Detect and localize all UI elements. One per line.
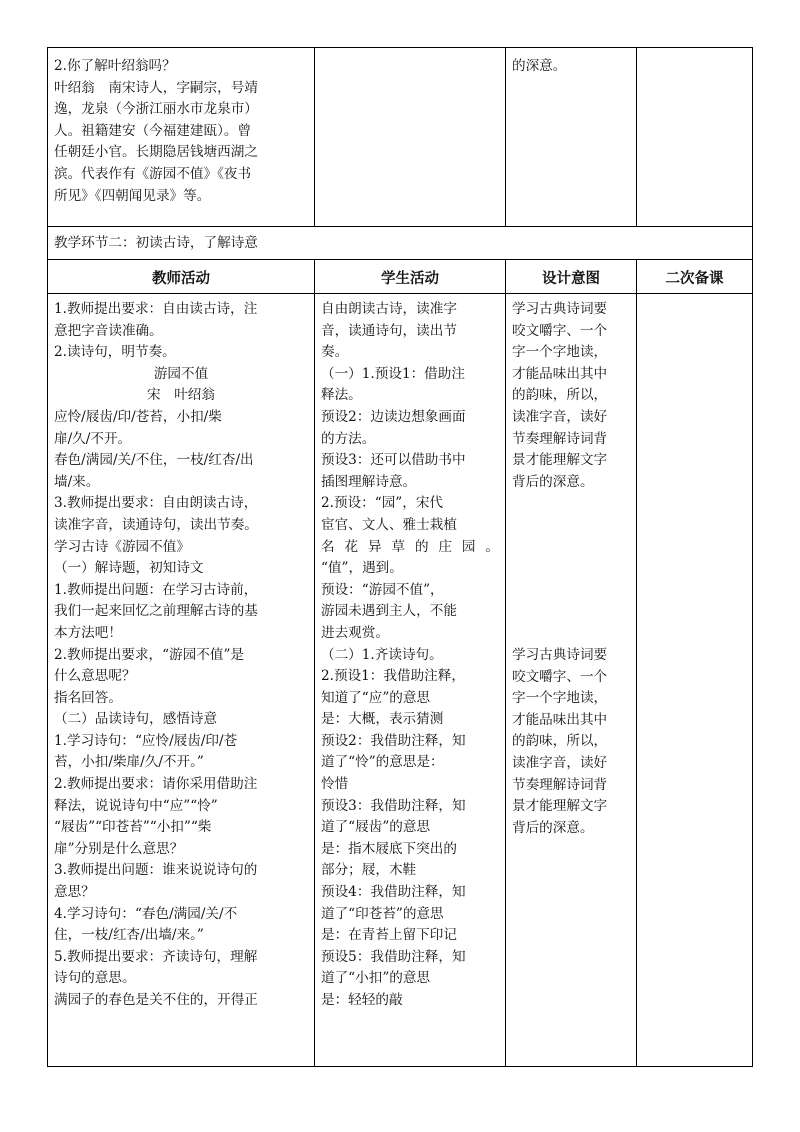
text-line: 学习古典诗词要 bbox=[512, 301, 608, 317]
text-line: 人。祖籍建安（今福建建瓯）。曾 bbox=[54, 122, 252, 139]
text-line: 节奏理解诗词背 bbox=[512, 776, 608, 793]
text-line: 预设：“游园不值”， bbox=[321, 581, 444, 598]
text-line: 是：在青苔上留下印记 bbox=[321, 927, 457, 944]
text-line: 我们一起来回忆之前理解古诗的基 bbox=[54, 603, 258, 620]
text-line: 意把字音读准确。 bbox=[54, 322, 163, 339]
text-line: 预设4：我借助注释，知 bbox=[321, 884, 466, 901]
text-line: 叶绍翁 南宋诗人，字嗣宗，号靖 bbox=[54, 79, 258, 96]
text-line: 春色/满园/关/不住，一枝/红杏/出 bbox=[54, 452, 254, 469]
text-line: 释法，说说诗句中“应”“怜” bbox=[54, 797, 218, 814]
text-line: 逸，龙泉（今浙江丽水市龙泉市） bbox=[54, 101, 258, 118]
text-line: 预设2：边读边想象画面 bbox=[321, 408, 466, 425]
text-line: 读准字音，读好 bbox=[512, 408, 608, 425]
text-line: 的韵味，所以， bbox=[512, 387, 608, 404]
text-line: 2.读诗句，明节奏。 bbox=[54, 344, 176, 361]
design-intent-block-1 bbox=[506, 299, 636, 493]
header-design-intent: 设计意图 bbox=[542, 271, 600, 287]
text-line: 背后的深意。 bbox=[512, 819, 594, 836]
text-line: （一）1.预设1：借助注 bbox=[321, 365, 465, 382]
text-line: 节奏理解诗词背 bbox=[512, 430, 608, 447]
header-divider-bottom bbox=[47, 293, 753, 294]
text-line: 知道了“应”的意思 bbox=[321, 689, 431, 706]
text-line: 字一个字地读， bbox=[512, 344, 608, 361]
top-intent-cell bbox=[506, 56, 636, 78]
text-line: 5.教师提出要求：齐读诗句，理解 bbox=[54, 948, 258, 965]
col-divider-1-top bbox=[314, 47, 315, 227]
teacher-activity-cell bbox=[48, 299, 314, 1012]
text-line: 应怜/屐齿/印/苍苔，小扣/柴 bbox=[54, 408, 222, 425]
text-line: 4.学习诗句：“春色/满园/关/不 bbox=[54, 905, 238, 922]
text-line: 音，读通诗句，读出节 bbox=[321, 322, 457, 339]
text-line: 满园子的春色是关不住的，开得正 bbox=[54, 992, 258, 1008]
header-second-prep: 二次备课 bbox=[665, 271, 724, 287]
text-line: 释法。 bbox=[321, 387, 362, 404]
text-line: 怜惜 bbox=[321, 776, 349, 793]
text-line: 苔，小扣/柴扉/久/不开。” bbox=[54, 754, 204, 771]
text-line: “值”，遇到。 bbox=[321, 560, 403, 577]
text-line: 3.教师提出要求：自由朗读古诗， bbox=[54, 495, 258, 512]
text-line: 住，一枝/红杏/出墙/来。” bbox=[54, 927, 204, 944]
text-line: 2.教师提出要求：请你采用借助注 bbox=[54, 776, 258, 793]
text-line: 指名回答。 bbox=[54, 689, 122, 706]
text-line: 的深意。 bbox=[512, 58, 567, 74]
col-divider-3 bbox=[636, 259, 637, 1067]
text-line: 是：轻轻的敲 bbox=[321, 992, 403, 1008]
section-divider-top bbox=[47, 226, 753, 227]
text-line: 奏。 bbox=[321, 344, 349, 361]
text-line: 2.教师提出要求，“游园不值”是 bbox=[54, 646, 244, 663]
text-line: 是：大概，表示猜测 bbox=[321, 711, 444, 728]
text-line: 预设3：还可以借助书中 bbox=[321, 452, 466, 469]
top-teacher-cell bbox=[48, 56, 314, 207]
table-bottom-border bbox=[47, 1066, 753, 1067]
text-line: 预设3：我借助注释，知 bbox=[321, 797, 466, 814]
text-line: 2.预设1：我借助注释， bbox=[321, 668, 465, 685]
text-line: 学习古诗《游园不值》 bbox=[54, 538, 190, 555]
text-line: 任朝廷小官。长期隐居钱塘西湖之 bbox=[54, 144, 258, 161]
poem-title: 游园不值 bbox=[153, 365, 209, 382]
text-line: 的方法。 bbox=[321, 430, 376, 447]
text-line: 的韵味，所以， bbox=[512, 733, 608, 750]
text-line: 道了“屐齿”的意思 bbox=[321, 819, 431, 836]
text-line: 什么意思呢？ bbox=[54, 668, 136, 685]
text-line: 2.你了解叶绍翁吗？ bbox=[54, 58, 176, 74]
text-line: “屐齿”“印苍苔”“小扣”“柴 bbox=[54, 819, 212, 836]
text-line: 景才能理解文字 bbox=[512, 798, 608, 815]
student-activity-cell bbox=[315, 299, 505, 1012]
col-divider-3-top bbox=[636, 47, 637, 227]
text-line: 咬文嚼字、一个 bbox=[512, 322, 608, 339]
text-line: 预设2：我借助注释，知 bbox=[321, 732, 466, 749]
poem-author: 宋 叶绍翁 bbox=[147, 387, 215, 404]
text-line: 游园未遇到主人，不能 bbox=[321, 603, 457, 620]
text-line: 是：指木屐底下突出的 bbox=[321, 840, 457, 857]
text-line: 读准字音，读通诗句，读出节奏。 bbox=[54, 516, 258, 533]
text-line: 部分；屐，木鞋 bbox=[321, 862, 417, 879]
header-divider-top bbox=[47, 259, 753, 260]
text-line: （二）1.齐读诗句。 bbox=[321, 646, 443, 663]
table-right-border bbox=[752, 47, 753, 1067]
text-line: 滨。代表作有《游园不值》《夜书 bbox=[54, 165, 252, 182]
text-line: （一）解诗题，初知诗文 bbox=[54, 560, 204, 577]
text-line: 读准字音，读好 bbox=[512, 754, 608, 771]
text-line: 本方法吧！ bbox=[54, 624, 122, 641]
text-line: 1.教师提出要求：自由读古诗，注 bbox=[54, 301, 258, 317]
section-title: 教学环节二：初读古诗，了解诗意 bbox=[54, 235, 258, 251]
text-line: 景才能理解文字 bbox=[512, 452, 608, 469]
text-line: 名花异草的庄园。 bbox=[321, 538, 499, 555]
text-line: 插图理解诗意。 bbox=[321, 473, 417, 490]
text-line: 1.学习诗句：“应怜/屐齿/印/苍 bbox=[54, 732, 238, 749]
text-line: 道了“怜”的意思是： bbox=[321, 754, 444, 771]
header-student-activity: 学生活动 bbox=[381, 271, 439, 287]
design-intent-block-2 bbox=[506, 645, 636, 839]
header-teacher-activity: 教师活动 bbox=[152, 271, 210, 287]
text-line: 咬文嚼字、一个 bbox=[512, 668, 608, 685]
text-line: 1.教师提出问题：在学习古诗前， bbox=[54, 581, 258, 598]
text-line: 所见》《四朝闻见录》等。 bbox=[54, 187, 211, 204]
text-line: 诗句的意思。 bbox=[54, 970, 136, 987]
text-line: 才能品味出其中 bbox=[512, 365, 608, 382]
text-line: 扉”分别是什么意思？ bbox=[54, 840, 184, 857]
text-line: 进去观赏。 bbox=[321, 624, 389, 641]
text-line: 意思？ bbox=[54, 884, 95, 901]
text-line: 扉/久/不开。 bbox=[54, 430, 132, 447]
text-line: 背后的深意。 bbox=[512, 473, 594, 490]
text-line: 才能品味出其中 bbox=[512, 711, 608, 728]
text-line: 自由朗读古诗，读准字 bbox=[321, 301, 457, 317]
text-line: 学习古典诗词要 bbox=[512, 647, 608, 663]
text-line: 道了“印苍苔”的意思 bbox=[321, 905, 444, 922]
text-line: 3.教师提出问题：谁来说说诗句的 bbox=[54, 862, 258, 879]
text-line: 字一个字地读， bbox=[512, 690, 608, 707]
text-line: 预设5：我借助注释，知 bbox=[321, 948, 466, 965]
text-line: 2.预设：“园”，宋代 bbox=[321, 495, 444, 512]
text-line: 墙/来。 bbox=[54, 473, 100, 490]
text-line: （二）品读诗句，感悟诗意 bbox=[54, 711, 218, 728]
table-top-border bbox=[47, 47, 753, 48]
text-line: 道了“小扣”的意思 bbox=[321, 970, 431, 987]
text-line: 宦官、文人、雅士栽植 bbox=[321, 516, 457, 533]
